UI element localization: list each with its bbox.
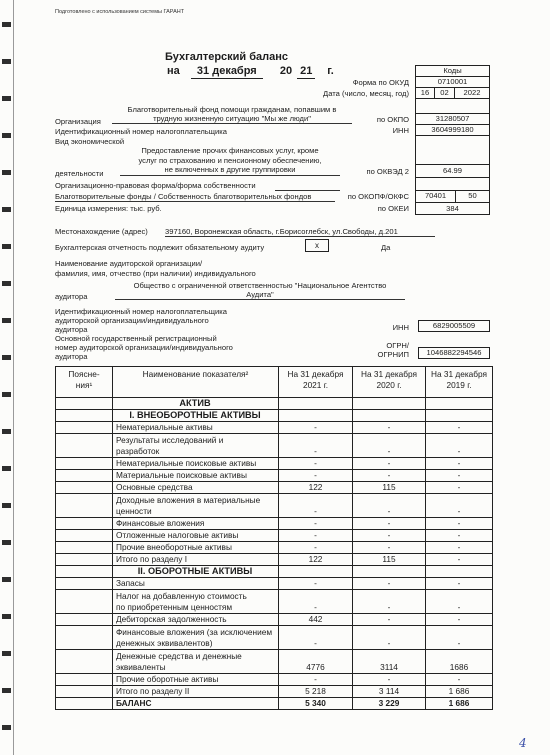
indicator-name-line: Нематериальные поисковые активы <box>116 458 257 468</box>
date-codes <box>415 88 490 99</box>
table-row <box>56 482 493 494</box>
table-row <box>56 434 493 458</box>
indicator-name-line: Итого по разделу II <box>116 686 190 696</box>
auditor-ogrn-label: номер аудиторской организации/индивидуального <box>55 343 233 352</box>
indicator-name-line: Доходные вложения в материальные <box>116 495 261 505</box>
table-row <box>56 590 493 614</box>
value-2019-cell: 1 686 <box>426 686 493 698</box>
value-2021-cell: - <box>279 470 353 482</box>
header-line: 2020 г. <box>376 379 402 390</box>
auditor-name-label: фамилия, имя, отчество (при наличии) индивидуального <box>55 269 256 278</box>
explanation-cell <box>56 566 113 578</box>
table-header-row <box>56 367 493 398</box>
explanation-cell <box>56 410 113 422</box>
okopf-okfs-codes <box>415 191 490 203</box>
binding-line <box>13 0 14 755</box>
okei-code: 384 <box>415 203 490 215</box>
table-row <box>56 530 493 542</box>
value-2020-cell: 115 <box>353 554 426 566</box>
value-2019-cell: - <box>426 554 493 566</box>
table-row <box>56 578 493 590</box>
date-century: 20 <box>279 65 293 77</box>
okei-label: по ОКЕИ <box>377 204 409 213</box>
table-row <box>56 470 493 482</box>
organization-name-line: Благотворительный фонд помощи гражданам, попавшим в <box>127 105 337 114</box>
explanation-cell <box>56 434 113 458</box>
value-2019-cell: - <box>426 674 493 686</box>
balance-total-row <box>56 698 493 710</box>
ogrnip-code-label: ОГРНИП <box>377 350 409 359</box>
activity-description <box>120 146 340 176</box>
table-row <box>56 650 493 674</box>
value-2020-cell: - <box>353 578 426 590</box>
organization-name-line: трудную жизненную ситуацию "Мы же люди" <box>153 114 311 123</box>
indicator-name-cell <box>113 578 279 590</box>
header-line: На 31 декабря <box>430 369 488 379</box>
explanation-cell <box>56 650 113 674</box>
section-heading-row <box>56 410 493 422</box>
explanation-cell <box>56 698 113 710</box>
indicator-name-cell <box>113 554 279 566</box>
date-month-code: 02 <box>435 88 455 98</box>
value-2021-cell: 122 <box>279 482 353 494</box>
indicator-name-line: Прочие внеоборотные активы <box>116 542 232 552</box>
organization-label: Организация <box>55 117 101 126</box>
auditor-inn-code-label: ИНН <box>392 323 409 332</box>
garant-note: Подготовлено с использованием системы ГАРАНТ <box>55 9 185 15</box>
okved-label: по ОКВЭД 2 <box>366 167 409 176</box>
subtotal-row <box>56 554 493 566</box>
indicator-name-line: БАЛАНС <box>116 698 152 708</box>
okopf-okfs-label: по ОКОПФ/ОКФС <box>347 192 409 201</box>
activity-label: деятельности <box>55 169 104 178</box>
indicator-name-cell <box>113 458 279 470</box>
explanation-cell <box>56 458 113 470</box>
explanation-cell <box>56 590 113 614</box>
auditor-inn-value: 6829005509 <box>418 320 490 332</box>
indicator-name-line: Нематериальные активы <box>116 422 213 432</box>
value-2019-cell: - <box>426 614 493 626</box>
value-2020-cell: - <box>353 422 426 434</box>
indicator-name-cell <box>113 410 279 422</box>
value-2020-cell <box>353 566 426 578</box>
header-explanations <box>56 367 113 398</box>
auditor-name-line: Общество с ограниченной ответственностью "Национальное Агентство <box>133 281 387 290</box>
indicator-name-line: Основные средства <box>116 482 193 492</box>
activity-line: Предоставление прочих финансовых услуг, кроме <box>141 146 319 155</box>
date-year-code: 2022 <box>463 88 481 97</box>
auditor-name-label: аудитора <box>55 292 88 301</box>
value-2021-cell: 5 218 <box>279 686 353 698</box>
value-2020-cell: 3 114 <box>353 686 426 698</box>
indicator-name-line: АКТИВ <box>179 398 211 408</box>
okved-code: 64.99 <box>415 165 490 178</box>
explanation-cell <box>56 482 113 494</box>
audit-required-checkbox: x <box>305 239 329 252</box>
audit-required-label: Бухгалтерская отчетность подлежит обязательному аудиту <box>55 243 265 252</box>
explanation-cell <box>56 470 113 482</box>
indicator-name-line: ценности <box>116 506 152 516</box>
codes-blank-cell <box>415 136 490 165</box>
okfs-code: 50 <box>468 191 477 200</box>
inn-label: ИНН <box>392 126 409 135</box>
table-row <box>56 542 493 554</box>
value-2020-cell: - <box>353 518 426 530</box>
codes-box <box>415 65 490 215</box>
value-2019-cell: - <box>426 482 493 494</box>
audit-yes-label: Да <box>381 243 391 252</box>
page-title: Бухгалтерский баланс <box>165 51 289 63</box>
date-day-month: 31 декабря <box>191 65 263 79</box>
indicator-name-line: денежных эквивалентов) <box>116 638 213 648</box>
auditor-name <box>115 281 405 300</box>
okopf-code: 70401 <box>416 191 456 202</box>
value-2020-cell: - <box>353 470 426 482</box>
okpo-code: 31280507 <box>415 114 490 125</box>
indicator-name-cell <box>113 698 279 710</box>
explanation-cell <box>56 626 113 650</box>
activity-line: не включенных в другие группировки <box>164 165 296 174</box>
indicator-name-line: Денежные средства и денежные <box>116 651 242 661</box>
legal-form-value: Благотворительные фонды / Собственность благотворительных фондов <box>55 192 335 202</box>
indicator-name-line: Прочие оборотные активы <box>116 674 219 684</box>
value-2019-cell: - <box>426 518 493 530</box>
date-day-code: 16 <box>416 88 435 98</box>
indicator-name-line: Финансовые вложения <box>116 518 205 528</box>
binding-holes <box>2 0 11 755</box>
date-year: 21 <box>297 65 315 79</box>
report-date-line <box>167 65 334 79</box>
value-2021-cell: - <box>279 530 353 542</box>
date-label: Дата (число, месяц, год) <box>323 89 409 98</box>
indicator-name-cell <box>113 626 279 650</box>
indicator-name-line: Результаты исследований и <box>116 435 224 445</box>
value-2021-cell: - <box>279 422 353 434</box>
indicator-name-cell <box>113 650 279 674</box>
value-2019-cell: - <box>426 494 493 518</box>
value-2020-cell: 3 229 <box>353 698 426 710</box>
header-2021 <box>279 367 353 398</box>
activity-label: Вид экономической <box>55 137 125 146</box>
legal-form-label: Организационно-правовая форма/форма собственности <box>55 181 256 190</box>
value-2021-cell: - <box>279 590 353 614</box>
inn-code: 3604999180 <box>415 125 490 136</box>
explanation-cell <box>56 422 113 434</box>
measurement-unit: Единица измерения: тыс. руб. <box>55 204 162 213</box>
value-2019-cell: - <box>426 434 493 458</box>
value-2020-cell: - <box>353 542 426 554</box>
explanation-cell <box>56 542 113 554</box>
activity-line: услуг по страхованию и пенсионному обеспечению, <box>138 155 322 165</box>
indicator-name-line: Налог на добавленную стоимость <box>116 591 247 601</box>
codes-header: Коды <box>415 66 490 77</box>
date-suffix: г. <box>327 65 334 77</box>
auditor-inn-label: аудиторской организации/индивидуального <box>55 316 209 325</box>
table-row <box>56 494 493 518</box>
indicator-name-cell <box>113 482 279 494</box>
explanation-cell <box>56 578 113 590</box>
explanation-cell <box>56 674 113 686</box>
explanation-cell <box>56 614 113 626</box>
organization-name <box>112 105 352 124</box>
value-2021-cell: - <box>279 542 353 554</box>
value-2021-cell: - <box>279 626 353 650</box>
header-line: Наименование показателя² <box>142 369 249 379</box>
value-2019-cell: - <box>426 470 493 482</box>
indicator-name-line: Материальные поисковые активы <box>116 470 247 480</box>
value-2019-cell <box>426 410 493 422</box>
auditor-ogrn-value: 1046882294546 <box>418 347 490 359</box>
balance-table <box>55 366 493 710</box>
value-2021-cell <box>279 398 353 410</box>
indicator-name-line: по приобретенным ценностям <box>116 602 233 612</box>
value-2020-cell: - <box>353 494 426 518</box>
explanation-cell <box>56 554 113 566</box>
value-2019-cell <box>426 566 493 578</box>
value-2019-cell: - <box>426 578 493 590</box>
indicator-name-cell <box>113 566 279 578</box>
value-2019-cell: - <box>426 542 493 554</box>
explanation-cell <box>56 518 113 530</box>
header-line: 2019 г. <box>446 379 472 390</box>
explanation-cell <box>56 686 113 698</box>
binding-edge <box>0 0 16 755</box>
value-2021-cell: 4776 <box>279 650 353 674</box>
indicator-name-cell <box>113 590 279 614</box>
header-line: На 31 декабря <box>287 369 344 379</box>
indicator-name-cell <box>113 470 279 482</box>
legal-form-underline <box>275 190 340 191</box>
okpo-label: по ОКПО <box>376 115 409 124</box>
indicator-name-line: II. ОБОРОТНЫЕ АКТИВЫ <box>137 566 253 576</box>
auditor-inn-label: аудитора <box>55 325 88 334</box>
indicator-name-cell <box>113 398 279 410</box>
value-2019-cell <box>426 398 493 410</box>
value-2020-cell: - <box>353 590 426 614</box>
table-row <box>56 458 493 470</box>
indicator-name-cell <box>113 542 279 554</box>
indicator-name-line: эквиваленты <box>116 662 166 672</box>
header-line: Поясне- <box>68 369 100 379</box>
auditor-name-label: Наименование аудиторской организации/ <box>55 259 203 268</box>
value-2020-cell: - <box>353 458 426 470</box>
codes-blank-cell <box>415 178 490 191</box>
auditor-ogrn-label: аудитора <box>55 352 88 361</box>
value-2021-cell: - <box>279 518 353 530</box>
value-2020-cell: - <box>353 434 426 458</box>
value-2019-cell: - <box>426 590 493 614</box>
indicator-name-line: Отложенные налоговые активы <box>116 530 239 540</box>
header-line: На 31 декабря <box>360 369 418 379</box>
header-indicator-name <box>113 367 279 398</box>
indicator-name-cell <box>113 434 279 458</box>
taxpayer-id-label: Идентификационный номер налогоплательщика <box>55 127 227 136</box>
address-value: 397160, Воронежская область, г.Борисоглебск, ул.Свободы, д.201 <box>165 227 435 237</box>
value-2019-cell: - <box>426 626 493 650</box>
auditor-ogrn-label: Основной государственный регистрационный <box>55 334 217 343</box>
value-2021-cell: - <box>279 674 353 686</box>
value-2021-cell: 442 <box>279 614 353 626</box>
value-2019-cell: - <box>426 422 493 434</box>
ogrn-code-label: ОГРН/ <box>386 341 409 350</box>
value-2020-cell: - <box>353 614 426 626</box>
auditor-inn-label: Идентификационный номер налогоплательщика <box>55 307 227 316</box>
value-2020-cell: - <box>353 674 426 686</box>
value-2020-cell <box>353 410 426 422</box>
header-line: ния¹ <box>75 379 93 390</box>
value-2020-cell: - <box>353 530 426 542</box>
header-2019 <box>426 367 493 398</box>
section-heading-row <box>56 398 493 410</box>
okud-code: 0710001 <box>415 77 490 88</box>
value-2021-cell: - <box>279 434 353 458</box>
value-2019-cell: 1 686 <box>426 698 493 710</box>
value-2019-cell: - <box>426 458 493 470</box>
balance-table-body <box>56 398 493 710</box>
date-prefix: на <box>167 65 180 77</box>
table-row <box>56 626 493 650</box>
explanation-cell <box>56 398 113 410</box>
table-row <box>56 614 493 626</box>
indicator-name-cell <box>113 530 279 542</box>
value-2019-cell: 1686 <box>426 650 493 674</box>
subtotal-row <box>56 686 493 698</box>
handwritten-page-mark: 4 <box>519 736 527 750</box>
table-row <box>56 518 493 530</box>
header-2020 <box>353 367 426 398</box>
indicator-name-cell <box>113 422 279 434</box>
okud-label: Форма по ОКУД <box>352 78 409 87</box>
value-2019-cell: - <box>426 530 493 542</box>
value-2021-cell: - <box>279 578 353 590</box>
section-heading-row <box>56 566 493 578</box>
auditor-name-line: Аудита" <box>246 290 274 299</box>
value-2021-cell: 122 <box>279 554 353 566</box>
table-row <box>56 422 493 434</box>
value-2020-cell: 115 <box>353 482 426 494</box>
value-2021-cell: - <box>279 458 353 470</box>
indicator-name-cell <box>113 518 279 530</box>
value-2020-cell: - <box>353 626 426 650</box>
explanation-cell <box>56 530 113 542</box>
value-2021-cell <box>279 566 353 578</box>
table-row <box>56 674 493 686</box>
address-label: Местонахождение (адрес) <box>55 227 148 236</box>
indicator-name-line: разработок <box>116 446 160 456</box>
indicator-name-cell <box>113 674 279 686</box>
indicator-name-line: I. ВНЕОБОРОТНЫЕ АКТИВЫ <box>129 410 261 420</box>
value-2020-cell: 3114 <box>353 650 426 674</box>
value-2020-cell <box>353 398 426 410</box>
explanation-cell <box>56 494 113 518</box>
value-2021-cell: 5 340 <box>279 698 353 710</box>
indicator-name-cell <box>113 494 279 518</box>
header-line: 2021 г. <box>302 379 329 390</box>
value-2021-cell <box>279 410 353 422</box>
value-2021-cell: - <box>279 494 353 518</box>
indicator-name-line: Запасы <box>116 578 145 588</box>
indicator-name-line: Финансовые вложения (за исключением <box>116 627 273 637</box>
indicator-name-cell <box>113 686 279 698</box>
indicator-name-line: Дебиторская задолженность <box>116 614 227 624</box>
indicator-name-line: Итого по разделу I <box>116 554 187 564</box>
codes-blank-cell <box>415 99 490 114</box>
indicator-name-cell <box>113 614 279 626</box>
